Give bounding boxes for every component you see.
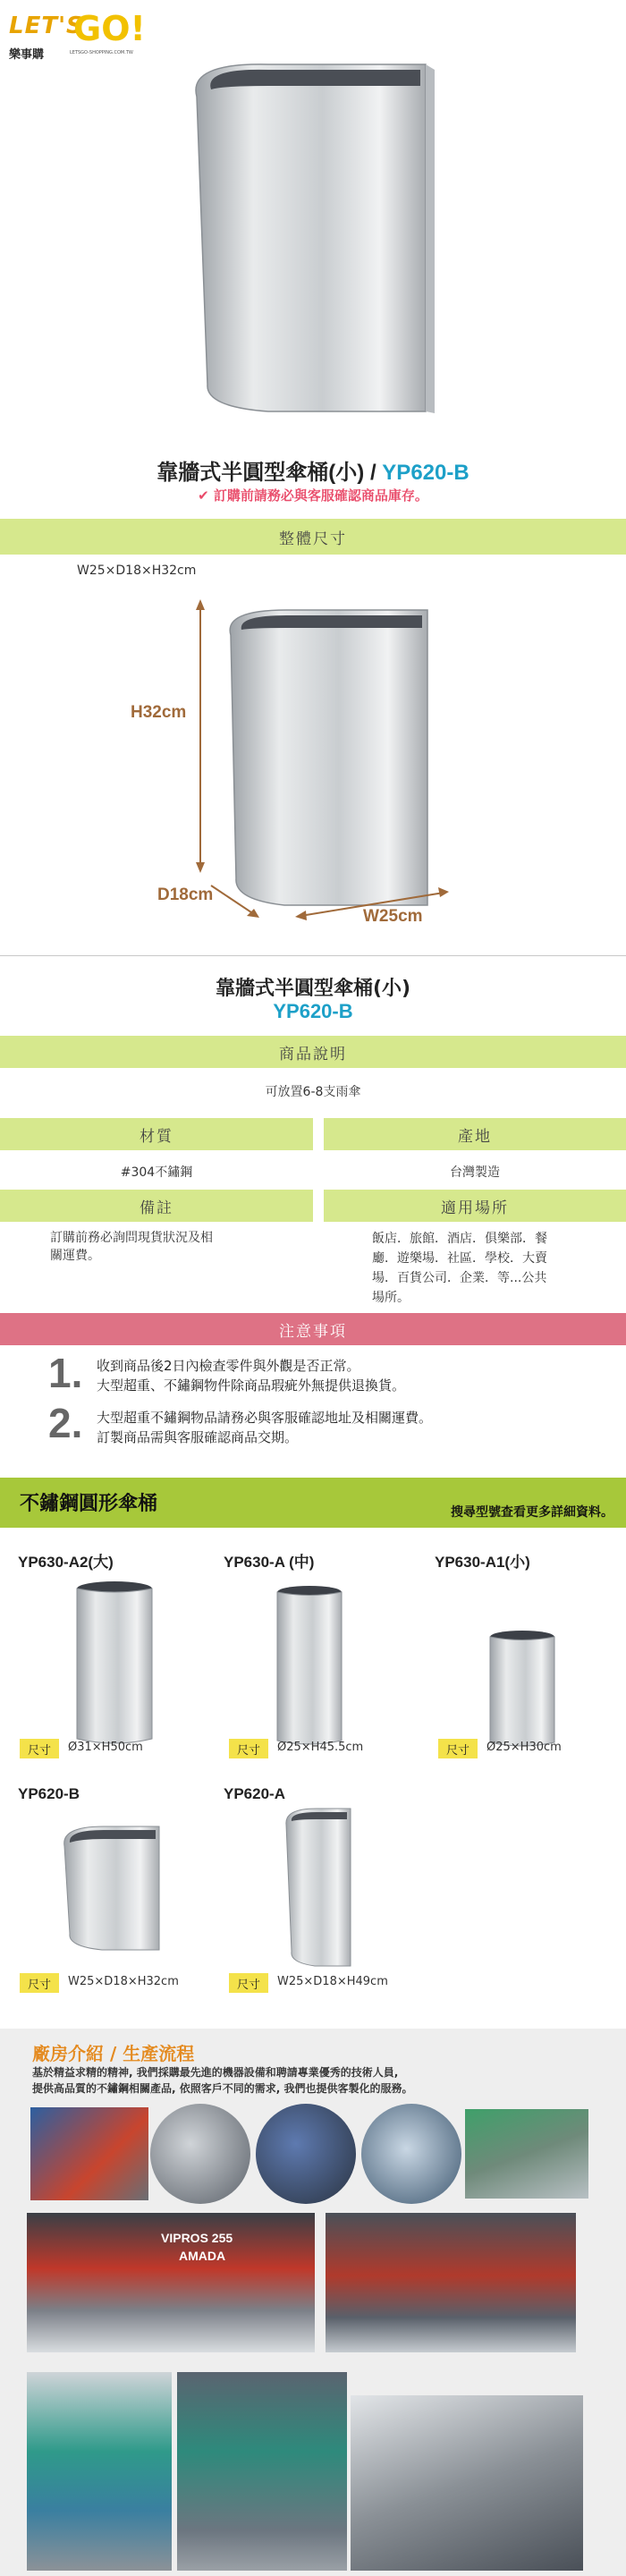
product-model: YP620-B <box>382 461 470 485</box>
note-line: 訂製商品需與客服確認商品交期。 <box>97 1429 299 1445</box>
note-line: 大型超重不鏽鋼物品請務必與客服確認地址及相關運費。 <box>97 1410 433 1426</box>
material-text: #304不鏽鋼 <box>120 1165 193 1180</box>
series-model-label: YP620-A <box>224 1785 285 1802</box>
factory-photo <box>465 2109 588 2199</box>
note-item <box>97 1408 432 1447</box>
place-line: 場．百貨公司．企業．等...公共 <box>372 1271 547 1285</box>
note-number: 2. <box>48 1400 83 1446</box>
series-product-620b[interactable] <box>50 1816 175 1959</box>
spec-text: Ø31×H50cm <box>68 1741 143 1754</box>
note-line: 大型超重、不鏽鋼物件除商品瑕疵外無提供退換貨。 <box>97 1377 406 1394</box>
product-title-text: 靠牆式半圓型傘桶(小) / <box>156 461 383 485</box>
machine-brand: AMADA <box>179 2249 226 2263</box>
series-product-a[interactable] <box>265 1583 372 1753</box>
logo-name: 樂事購 <box>9 48 45 62</box>
origin-header: 產地 <box>324 1118 626 1150</box>
series-model-label: YP630-A1(小) <box>435 1554 530 1571</box>
series-model-label: YP630-A2(大) <box>18 1554 114 1571</box>
depth-label: D18cm <box>157 886 214 904</box>
note-line: 收到商品後2日內檢查零件與外觀是否正常。 <box>97 1358 360 1374</box>
factory-desc-line: 提供高品質的不鏽鋼相關產品, 依照客戶不同的需求, 我們也提供客製化的服務。 <box>32 2082 413 2095</box>
series-band <box>0 1478 626 1528</box>
spec-text: Ø25×H30cm <box>486 1741 562 1754</box>
factory-photo <box>351 2395 583 2571</box>
note-number: 1. <box>48 1350 83 1396</box>
machine-brand: VIPROS 255 <box>161 2231 233 2245</box>
material-header: 材質 <box>0 1118 313 1150</box>
spec-tag: 尺寸 <box>229 1739 268 1758</box>
series-product-620a[interactable] <box>274 1803 381 1973</box>
place-text <box>372 1229 547 1308</box>
series-hint: 搜尋型號查看更多詳細資料。 <box>451 1505 613 1520</box>
factory-description <box>32 2064 605 2097</box>
spec-tag: 尺寸 <box>20 1739 59 1758</box>
logo-url: LETSGO-SHOPPING.COM.TW <box>70 50 133 55</box>
series-title: 不鏽鋼圓形傘桶 <box>20 1493 158 1515</box>
logo-go-text: GO! <box>73 9 146 48</box>
factory-photo <box>361 2104 461 2204</box>
spec-tag: 尺寸 <box>438 1739 478 1758</box>
description-header: 商品說明 <box>0 1036 626 1068</box>
factory-photo <box>256 2104 356 2204</box>
spec-text: Ø25×H45.5cm <box>277 1741 364 1754</box>
description-text: 可放置6-8支雨傘 <box>265 1085 361 1099</box>
factory-photo <box>326 2213 576 2352</box>
origin-text: 台灣製造 <box>450 1165 500 1180</box>
factory-photo <box>177 2372 347 2571</box>
spec-tag: 尺寸 <box>229 1973 268 1993</box>
place-line: 飯店．旅館．酒店．俱樂部．餐 <box>372 1232 547 1246</box>
place-header: 適用場所 <box>324 1190 626 1222</box>
factory-photo <box>27 2213 315 2352</box>
width-label: W25cm <box>363 907 423 926</box>
product-title <box>0 454 626 486</box>
info-title: 靠牆式半圓型傘桶(小) <box>215 978 411 1000</box>
spec-text: W25×D18×H49cm <box>277 1975 388 1988</box>
remark-text <box>50 1229 213 1265</box>
factory-photo <box>27 2372 172 2571</box>
dimensions-header: 整體尺寸 <box>0 519 626 555</box>
place-line: 廳．遊樂場．社區．學校．大賣 <box>372 1251 547 1266</box>
main-product-image <box>0 0 626 447</box>
section-divider <box>0 955 626 956</box>
spec-tag: 尺寸 <box>20 1973 59 1993</box>
notes-header: 注意事項 <box>0 1313 626 1345</box>
stock-notice: ✔ 訂購前請務必與客服確認商品庫存。 <box>198 487 428 504</box>
factory-photo <box>30 2107 148 2200</box>
note-item <box>97 1356 405 1395</box>
info-model: YP620-B <box>273 1000 353 1022</box>
height-label: H32cm <box>131 703 187 722</box>
spec-text: W25×D18×H32cm <box>68 1975 179 1988</box>
place-line: 場所。 <box>372 1291 410 1305</box>
remark-line: 訂購前務必詢問現貨狀況及相 <box>50 1231 213 1245</box>
dimensions-summary: W25×D18×H32cm <box>77 564 197 578</box>
factory-section <box>0 2029 626 2576</box>
series-product-a2[interactable] <box>66 1580 173 1750</box>
factory-desc-line: 基於精益求精的精神, 我們採購最先進的機器設備和聘請專業優秀的技術人員, <box>32 2066 399 2079</box>
factory-title: 廠房介紹 / 生產流程 <box>32 2043 195 2064</box>
factory-photo <box>150 2104 250 2204</box>
series-model-label: YP620-B <box>18 1785 80 1802</box>
series-model-label: YP630-A (中) <box>224 1554 315 1571</box>
remark-header: 備註 <box>0 1190 313 1222</box>
dimension-diagram <box>0 590 626 930</box>
logo-lets-text: LET'S <box>9 13 84 39</box>
remark-line: 關運費。 <box>50 1249 100 1263</box>
